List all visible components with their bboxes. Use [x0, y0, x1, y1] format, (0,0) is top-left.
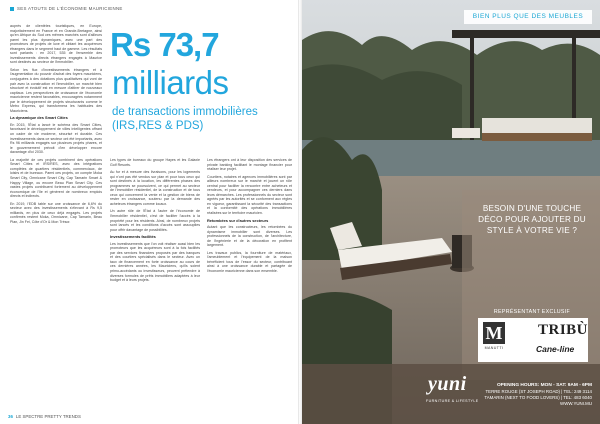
running-head — [10, 6, 123, 11]
store-terre-rouge: TERRE ROUGE (ST JOSEPH ROAD) | TEL: 249 3114 — [485, 389, 592, 394]
caneline-logo: Cane-line — [536, 344, 575, 354]
yuni-tagline: FURNITURE & LIFESTYLE — [426, 399, 479, 403]
paragraph: Autant que les constructeurs, les retombées du dynamisme immobilier sont diverses. Les professionnels de la construction, de l'architecture, de l'ingénierie et de la décoration en profitent largement. — [207, 225, 292, 248]
running-head-text: SES ATOUTS DE L'ÉCONOMIE MAURICIENNE — [17, 6, 123, 11]
opening-hours: OPENING HOURS: MON - SAT: 9AM - 6PM — [496, 383, 592, 388]
paragraph: Les types de bureaux du groupe Hayes et les Galaxie Golf Resorts. — [110, 158, 200, 167]
paragraph: Les travaux publics, la fourniture de matériaux, l'ameublement et l'équipement de la maison bénéficient tous de l'essor du secteur, contribuant ainsi à une croissance durable et partagée de l'économie mauricienne dans son ensemble. — [207, 250, 292, 274]
paragraph: Les étrangers ont à leur disposition des services de private banking facilitant le montage financier pour réaliser leur projet. — [207, 158, 292, 172]
store-tamarin: TAMARIN (NEXT TO FOOD LOVERS) | TEL: 483 6040 — [484, 395, 592, 400]
exclusive-representative-label: REPRÉSENTANT EXCLUSIF — [493, 309, 571, 315]
brand-logos — [478, 318, 588, 362]
paragraph: Un autre rôle de l'État à l'autre de l'économie de l'immobilier résidentiel, c'est de faciliter l'accès à la propriété pour les résidents. Ainsi, de nombreux projets sont lancés et les conditions d'accès sont assouplies pour offrir davantage de possibilités. — [110, 209, 200, 232]
tribu-logo: TRIBÙ — [538, 322, 589, 338]
paragraph: Au fur et à mesure des livraisons, pour les logements qui n'ont pas été vendus sur plan et pour tous ceux qui sont destinés à la location, les différentes phases des programmes se poursuivent, ce qui permet au secteur de l'immobilier résidentiel, de la construction et de tous ceux qui concernent la vente et la gestion de biens de rester en croissance, soutenu par la demande des acheteurs étrangers comme locaux. — [110, 170, 200, 206]
ad-question: BESOIN D'UNE TOUCHE DÉCO POUR AJOUTER DU STYLE À VOTRE VIE ? — [478, 204, 586, 235]
manutti-logo: M — [483, 322, 505, 344]
ad-tagline: BIEN PLUS QUE DES MEUBLES — [464, 10, 592, 24]
article-column-3 — [207, 158, 292, 408]
headline-number: Rs 73,7 — [110, 26, 219, 63]
website-link[interactable]: WWW.YUNI.MU — [560, 401, 592, 406]
headline-word: milliards — [112, 64, 229, 101]
paragraph: Courtiers, notaires et agences immobilières sont par ailleurs nombreux sur le marché et jouent un rôle central pour faciliter la rencontre entre acheteurs et vendeurs, et pour accompagner ces derniers dans leurs démarches. Les professionnels du secteur sont agréés par les autorités et se conforment aux règles en vigueur, garantissant la sécurité des transactions et la conformité des opérations immobilières réalisées sur le territoire mauricien. — [207, 174, 292, 216]
headline-subtitle: de transactions immobilières (IRS,RES & PDS) — [112, 106, 258, 132]
paragraph: Les investissements que l'on voit réaliser aussi bien les promoteurs que les acquéreurs sont à la fois facilités par des services financiers proposés par des banques et des courtiers spécialisés dans le secteur. Avec un taux de financement en forte croissance au cours de ces dernières années, les Mauriciens, qu'ils soient primo-accédants ou investisseurs, peuvent prétendre à diverses formules de prêts immobiliers adaptées à leur budget et à leurs projets. — [110, 241, 200, 283]
paragraph: auprès de clientèles touristiques, en Europe, majoritairement en France et en Grande-Bretagne, ainsi qu'en Afrique du Sud ces mêmes marchés sont d'ailleurs parmi les plus dynamiques, avec une part des promoteurs de projets de luxe et ciblant les acquéreurs étrangers dans le segment haut de gamme. Les résultats sont parlants : en 2017, 535 de l'ensemble des investissements directs étrangers engagés à Maurice sont destinés au secteur de l'immobilier. — [10, 24, 102, 65]
section-heading-smart-cities: La dynamique des Smart Cities — [10, 115, 68, 121]
left-page — [0, 0, 298, 424]
section-marker — [10, 7, 14, 11]
paragraph: En 2019, l'EDB table sur une croissance de 6,6% du secteur avec des investissements s'élevant à Rs 9,5 milliards, en plus de ceux déjà engagés. Les projets confirmés restent Moka, Omnicane, Cap Tamarin, Beau Plan, Jin Fei, Côte d'Or & Mon Trésor. — [10, 201, 102, 224]
advertisement-page — [302, 0, 600, 424]
yuni-logo: yuni — [428, 373, 467, 395]
paragraph: Selon les flux d'investissements étrangers et à l'augmentation du pouvoir d'achat des foyers mauriciens, conjuguées à des dotations plus qualitatives qui vont de pair avec la construction et l'immobilier, un marché bien structuré et évolutif est en mesure d'attirer de nouveaux capitaux. Les perspectives de croissance de l'économie mauricienne restent favorables, encouragées notamment par le développement de projets structurants comme le Metro Express, qui transformera les habitudes des Mauriciens. — [10, 67, 102, 113]
publication-name: LE SPECTRE PRETTY TRENDS — [15, 414, 81, 419]
article-column-1 — [10, 24, 102, 409]
page-folio — [8, 414, 81, 419]
article-column-2 — [110, 158, 200, 408]
paragraph: La majorité de ces projets combinent des opérations Smart Cities et IRS/RES, avec des intégrations complètes de quartiers résidentiels, commerciaux, de loisirs et de bureaux. Parmi ces projets, on compte Moka Smart City, Omnicane Smart City, Cap Tamarin Smart & Happy Village, ou encore Beau Plan Smart City. Ces vastes projets contribuent fortement au développement économique de l'île et génèrent de nombreux emplois directs et indirects. — [10, 157, 102, 199]
section-heading-investments: Investissements facilités — [110, 234, 156, 240]
paragraph: En 2015, l'État a lancé le schéma des Smart Cities, favorisant le développement de villes intelligentes offrant un cadre de vie moderne, sécurisé et durable. Ces investissements dans ce secteur ont été importants, avec Rs 96 milliards engagés sur plusieurs projets phares, et le gouvernement prévoit d'en développer encore davantage d'ici 2030. — [10, 122, 102, 155]
page-number: 36 — [8, 414, 13, 419]
manutti-name: MANUTTI — [484, 346, 504, 350]
store-hours — [474, 383, 592, 407]
section-heading-spillover: Retombées sur d'autres secteurs — [207, 217, 269, 223]
